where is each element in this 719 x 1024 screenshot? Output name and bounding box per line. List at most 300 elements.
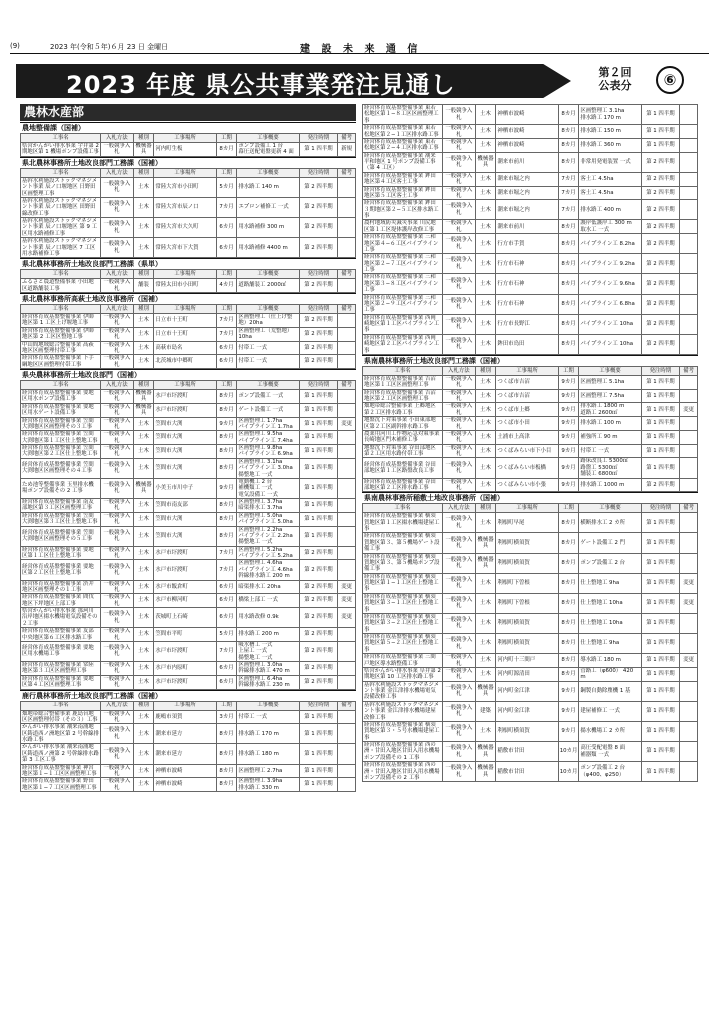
table-cell: 8カ月 (216, 778, 237, 792)
table-cell: 電動機工 2 台 補機類工 一式 電気設備工 一式 (237, 478, 299, 498)
table-cell: 9カ月 (216, 417, 237, 431)
table-cell: パイプライン工 10ha (579, 314, 641, 334)
table-row (363, 152, 698, 172)
table-cell: 仕上整地工 10ha (579, 613, 641, 633)
table-cell: 経営体育成基盤整備事業 西岡崎地区第２工区パイプライン工事 (363, 334, 443, 354)
table-row (363, 478, 698, 492)
table-cell: 行方市石神 (496, 254, 558, 274)
office-heading: 鹿行農林事務所土地改良部門工務課（国補） (20, 690, 356, 701)
table-cell: 7カ月 (216, 641, 237, 661)
table-cell: 区画整理工 1.7ha パイプライン工 1.7ha (237, 417, 299, 431)
table-cell: 9カ月 (558, 478, 579, 492)
left-column (20, 104, 356, 976)
table-cell (338, 238, 356, 258)
table-header-row (21, 270, 356, 279)
table-cell (680, 220, 698, 234)
table-row (21, 218, 356, 238)
table-cell: 常陸大宮市大久町 (154, 218, 216, 238)
table-cell: 常陸太田市小田町 (154, 279, 216, 293)
projects-table (20, 380, 356, 690)
table-cell: 8カ月 (558, 105, 579, 125)
table-cell: 6カ月 (216, 218, 237, 238)
table-cell: 農業用河川工作物応急対策事業 長崎地区門木補修工事 (363, 430, 443, 444)
table-cell: 区画整理工 3.7ha 暗渠排水工 3.7ha (237, 499, 299, 513)
table-cell: 一般競争入札 (443, 742, 476, 762)
table-cell: 経営体育成基盤整備事業 横須賀地区第３、第５機場ポンプ設備工事 (363, 553, 443, 573)
table-cell (338, 177, 356, 197)
table-cell: 経営体育成基盤整備事業 横須賀地区第３−１工区仕上整地工事 (363, 593, 443, 613)
table-row (363, 613, 698, 633)
table-cell: 客土工 4.5ha (579, 172, 641, 186)
table-cell (338, 458, 356, 478)
table-cell: 経営体育成基盤整備事業 野田地区第１−７工区区画整理工事 (21, 778, 101, 792)
table-cell: 一般競争入札 (101, 710, 134, 724)
table-cell: 8カ月 (558, 573, 579, 593)
table-cell: 第 1 四半期 (641, 458, 680, 478)
table-cell: 第 2 四半期 (641, 200, 680, 220)
table-row (363, 200, 698, 220)
table-cell: 経営体育成基盤整備事業 要地区用水機場工事 (21, 641, 101, 661)
table-cell: 第 1 四半期 (641, 513, 680, 533)
table-cell: 第 1 四半期 (299, 499, 338, 513)
table-cell: 水戸市圷渡町 (154, 675, 216, 689)
table-cell: 第 1 四半期 (641, 375, 680, 389)
table-cell (680, 681, 698, 701)
table-cell: 仕上整地工 9ha (579, 573, 641, 593)
column-header: 工事名 (21, 305, 101, 314)
table-cell: 一般競争入札 (101, 143, 134, 157)
table-row (21, 764, 356, 778)
table-cell: 土木 (133, 710, 154, 724)
table-cell: 一般競争入札 (101, 628, 134, 642)
table-cell: 河内町金江津 (496, 681, 558, 701)
table-cell: 基幹水利施設ストックマネジメント事業 金江津排水機場建屋改修工事 (363, 701, 443, 721)
table-cell: 茨城町上石崎 (154, 608, 216, 628)
column-header: 入札方法 (101, 270, 134, 279)
table-cell: 利根町下曽根 (496, 573, 558, 593)
column-header: 工事場所 (154, 168, 216, 177)
table-cell: 経営体育成基盤整備事業 横須賀地区第３、第５機場ゲート設備工事 (363, 533, 443, 553)
table-cell: 排水路工 170 m (237, 724, 299, 744)
table-row (21, 512, 356, 526)
column-header: 工期 (558, 504, 579, 513)
table-cell: 潮来市堀之内 (496, 186, 558, 200)
table-cell: 一般競争入札 (443, 186, 476, 200)
table-cell (338, 341, 356, 355)
table-cell: 6カ月 (216, 341, 237, 355)
table-cell: 変更 (338, 608, 356, 628)
table-cell: 一般競争入札 (443, 634, 476, 654)
table-cell: 第 2 四半期 (299, 641, 338, 661)
table-row (363, 742, 698, 762)
table-cell: 土木 (475, 274, 496, 294)
table-cell: 8カ月 (216, 445, 237, 459)
table-cell: 橋梁上部工 一式 (237, 594, 299, 608)
column-header: 工事名 (21, 168, 101, 177)
table-cell: 8カ月 (558, 667, 579, 681)
table-cell: 8カ月 (558, 220, 579, 234)
table-cell: 土木 (475, 375, 496, 389)
table-cell: 6カ月 (216, 675, 237, 689)
table-cell: 区画整理工 3.1ha 排水路工 170 m (579, 105, 641, 125)
office-heading: 県南農林事務所稲敷土地改良事務所（国補） (362, 492, 698, 503)
table-row (363, 513, 698, 533)
column-header: 工事場所 (154, 134, 216, 143)
table-cell: つくば市吉沼 (496, 389, 558, 403)
table-row (363, 444, 698, 458)
table-cell: 利根町横須賀 (496, 613, 558, 633)
table-cell: 仕上整地工 10ha (579, 593, 641, 613)
table-cell: 一般競争入札 (443, 274, 476, 294)
column-header: 工期 (216, 305, 237, 314)
table-cell: 一般競争入札 (101, 778, 134, 792)
table-cell: 水戸市圷渡町 (154, 403, 216, 417)
table-cell: 北茨城市中郷町 (154, 355, 216, 369)
table-cell (680, 274, 698, 294)
table-cell: 一般競争入札 (101, 314, 134, 328)
column-header: 入札方法 (101, 134, 134, 143)
table-cell: 経営体育成基盤整備事業 笠間大渕地区区画整理その４工事 (21, 458, 101, 478)
column-header: 工事場所 (496, 504, 558, 513)
table-cell: 第 2 四半期 (299, 580, 338, 594)
table-cell: 一般競争入札 (101, 594, 134, 608)
table-cell: 揚水機場工 2 カ所 (579, 721, 641, 741)
table-cell: 土木 (475, 172, 496, 186)
title-banner (16, 62, 706, 100)
table-cell: 第 1 四半期 (299, 744, 338, 764)
table-cell: 区画整理工 9.5ha パイプライン工 7.4ha (237, 431, 299, 445)
table-cell: 高圧受配電盤 8 面 補器類 一式 (579, 742, 641, 762)
table-cell: 第 1 四半期 (299, 143, 338, 157)
table-cell: 県営かんがい排水事業 宇井第 2 期地区第 1 機場ポンプ設備工事 (22, 143, 99, 156)
table-cell: 第 1 四半期 (641, 125, 680, 139)
table-cell: 河内町源清田 (496, 667, 558, 681)
table-cell: 土木 (475, 105, 496, 125)
table-cell: 8カ月 (216, 143, 237, 157)
table-cell: 経営体育成基盤整備事業 要地区用水ゲート設備工事 (21, 403, 101, 417)
table-row (363, 553, 698, 573)
table-cell: 土木 (133, 314, 154, 328)
table-row (363, 389, 698, 403)
table-cell: 神栖市波崎 (496, 138, 558, 152)
table-cell: 9カ月 (558, 444, 579, 458)
table-cell: 付帯工 一式 (237, 710, 299, 724)
table-cell: 一般競争入札 (443, 553, 476, 573)
table-cell: 利根町横須賀 (496, 553, 558, 573)
table-cell: 日立市十王町 (154, 327, 216, 341)
table-cell: 第 2 四半期 (299, 628, 338, 642)
table-cell: 第 2 四半期 (641, 254, 680, 274)
column-header: 備考 (338, 168, 356, 177)
table-cell: 一般競争入札 (443, 681, 476, 701)
table-cell: 9カ月 (558, 681, 579, 701)
table-cell: 経営体育成基盤整備事業 東若松地区第１−８工区区画整理工事 (363, 105, 443, 125)
table-cell: 8カ月 (558, 334, 579, 354)
table-header-row (21, 134, 356, 143)
table-header-row (21, 168, 356, 177)
table-cell: 第 2 四半期 (299, 327, 338, 341)
table-cell: 第 2 四半期 (641, 186, 680, 200)
table-cell: 9カ月 (558, 430, 579, 444)
column-header: 備考 (338, 701, 356, 710)
table-cell: 第 2 四半期 (641, 152, 680, 172)
table-row (363, 721, 698, 741)
table-cell: 日立市十王町 (154, 314, 216, 328)
table-cell: 8カ月 (558, 553, 579, 573)
table-cell: 用水路補修 300 m (237, 218, 299, 238)
page-header (10, 40, 709, 54)
banner-title: 2023 年度 県公共事業発注見通し (66, 71, 456, 99)
table-cell: 一般競争入札 (101, 355, 134, 369)
table-cell: 笠間市大渕 (154, 417, 216, 431)
table-cell: 畑地帯総合整備事業 上郷地区第２工区排水路工事 (363, 403, 443, 417)
table-cell (680, 613, 698, 633)
table-cell: 変更 (338, 417, 356, 431)
table-row (21, 417, 356, 431)
table-cell: 区画整理工 9.8ha パイプライン工 6.9ha (237, 445, 299, 459)
table-cell: 地盤沈下対策事業 小田東部地区第２工区副幹排水路工事 (363, 417, 443, 431)
table-row (363, 573, 698, 593)
table-cell: 8カ月 (558, 634, 579, 654)
projects-table (362, 503, 698, 782)
table-row (21, 499, 356, 513)
table-cell: 利根町横須賀 (496, 721, 558, 741)
table-cell: 土木 (475, 667, 496, 681)
table-cell: 土木 (475, 200, 496, 220)
table-cell: 変更 (680, 403, 698, 417)
table-cell: 経営体育成基盤整備事業 鉾田地区第５工区客土工事 (363, 186, 443, 200)
table-cell: 経営体育成基盤整備事業 伊師地区第 2 工区区整地工事 (21, 327, 101, 341)
table-cell: 土木 (133, 341, 154, 355)
table-cell: 一般競争入札 (443, 478, 476, 492)
table-cell: 一般競争入札 (101, 431, 134, 445)
table-cell: 第 1 四半期 (299, 445, 338, 459)
column-header: 工事場所 (154, 305, 216, 314)
table-cell: 水戸市柳河町 (154, 594, 216, 608)
table-cell: 9カ月 (558, 701, 579, 721)
table-cell: 第 1 四半期 (641, 701, 680, 721)
table-cell (680, 553, 698, 573)
table-cell: 第 1 四半期 (299, 526, 338, 546)
table-cell: 土木 (475, 654, 496, 668)
table-row (363, 314, 698, 334)
table-row (363, 138, 698, 152)
table-cell: 第 2 四半期 (299, 314, 338, 328)
table-cell: 第 1 四半期 (641, 105, 680, 125)
column-header: 工事場所 (154, 270, 216, 279)
table-cell: 第 1 四半期 (641, 430, 680, 444)
table-cell: 一般競争入札 (443, 254, 476, 274)
table-cell: 第 2 四半期 (641, 294, 680, 314)
column-header: 発注時期 (299, 305, 338, 314)
table-cell: 潮来市延方 (154, 724, 216, 744)
table-cell: 笠間市大渕 (154, 458, 216, 478)
table-cell: 土木 (475, 458, 496, 478)
table-cell: 第 1 四半期 (641, 721, 680, 741)
table-cell: 小美玉市川中子 (154, 478, 216, 498)
table-cell: 水戸市圷渡町 (154, 641, 216, 661)
table-cell: 経営体育成基盤整備事業 鉾田３期地区第２−５工区排水路工事 (363, 200, 443, 220)
table-cell (338, 403, 356, 417)
table-cell: 一般競争入札 (101, 526, 134, 546)
table-cell: 8カ月 (558, 254, 579, 274)
table-row (21, 355, 356, 369)
table-cell: 一般競争入札 (101, 662, 134, 676)
table-cell: 土木 (133, 417, 154, 431)
table-cell: 基幹水利施設ストックマネジメント事業 辰ノ口堰地区 田野田線改修工事 (21, 197, 101, 217)
column-header: 種別 (475, 366, 496, 375)
table-row (363, 220, 698, 234)
table-cell: 土木 (475, 513, 496, 533)
table-cell: パイプライン工 6.8ha (579, 294, 641, 314)
table-cell (680, 375, 698, 389)
table-cell: 排水路工 1800 m 道路工 2600㎡ (579, 403, 641, 417)
table-cell: 高萩市島名 (154, 341, 216, 355)
table-cell: 一般競争入札 (101, 478, 134, 498)
table-cell (680, 721, 698, 741)
table-row (363, 417, 698, 431)
table-header-row (363, 366, 698, 375)
table-cell: 区画整理工 2.2ha パイプライン工 2.2ha 揚整地工 一式 (237, 526, 299, 546)
table-cell: 区画整理工 3.9ha 排水路工 330 m (237, 778, 299, 792)
table-cell: 路床改良工 5300㎡ 路盤工 5300㎡ 舗装工 6800㎡ (579, 458, 641, 478)
table-row (363, 701, 698, 721)
table-cell: 8カ月 (558, 274, 579, 294)
column-header: 備考 (338, 305, 356, 314)
table-cell: 一般競争入札 (101, 675, 134, 689)
column-header: 種別 (133, 381, 154, 390)
column-header: 工事概要 (237, 168, 299, 177)
table-cell: 7カ月 (558, 186, 579, 200)
table-cell: 土木 (133, 458, 154, 478)
table-cell: 土木 (133, 499, 154, 513)
table-cell: 土木 (133, 778, 154, 792)
office-heading: 県南農林事務所土地改良部門工務課（国補） (362, 355, 698, 366)
table-cell: 一般競争入札 (443, 573, 476, 593)
table-cell: 経営体育成基盤整備事業 谷田部地区第２工区排水路工事 (363, 478, 443, 492)
table-cell: 8カ月 (216, 526, 237, 546)
table-row (21, 327, 356, 341)
office-heading: 県北農林事務所高萩土地改良事務所（国補） (20, 293, 356, 304)
table-cell (680, 417, 698, 431)
table-cell: 土木 (475, 389, 496, 403)
table-cell: 第 1 四半期 (641, 742, 680, 762)
table-row (21, 458, 356, 478)
table-cell: 用水路改修 0.9k (237, 608, 299, 628)
table-row (363, 681, 698, 701)
table-row (21, 580, 356, 594)
table-cell: 笠間市大渕 (154, 526, 216, 546)
table-cell: 8カ月 (216, 764, 237, 778)
table-cell: 経営体育成基盤整備事業 潮来平和地区 1 号ポンプ設備工事（第 4 工区） (363, 152, 443, 172)
table-cell: 第 1 四半期 (299, 403, 338, 417)
table-cell: 経営体育成基盤整備事業 笠間大渕地区第１工区仕上整地工事 (21, 431, 101, 445)
table-cell: 護岸低護岸工 300 m 取水工 一式 (579, 220, 641, 234)
table-cell: 8カ月 (558, 513, 579, 533)
table-cell: 付帯工 一式 (237, 341, 299, 355)
table-cell (680, 478, 698, 492)
table-cell: 河内町生板 (154, 143, 216, 157)
table-cell: 一般競争入札 (443, 513, 476, 533)
table-cell: 経営体育成基盤整備事業 友部中央地区第６工区排水路工事 (21, 628, 101, 642)
table-cell: 10カ月 (558, 742, 579, 762)
table-cell: 区画整理工 2.7ha (237, 764, 299, 778)
table-cell: 経営体育成基盤整備事業 鉾田地区第４工区客土工事 (363, 172, 443, 186)
table-row (363, 403, 698, 417)
table-cell: 稲敷市甘田 (496, 742, 558, 762)
table-cell: 一般競争入札 (443, 701, 476, 721)
table-cell: 一般競争入札 (101, 764, 134, 778)
table-cell: 行方市石神 (496, 274, 558, 294)
table-cell: 第 2 四半期 (641, 478, 680, 492)
table-row (21, 390, 356, 404)
table-cell: 5カ月 (216, 177, 237, 197)
table-cell: 排水路工 200 m (237, 628, 299, 642)
column-header: 工事名 (363, 366, 443, 375)
table-cell: ポンプ設備工 2 台 (579, 553, 641, 573)
table-cell (338, 546, 356, 560)
table-cell: かんがい排水事業 潮来南浦地区鋳道西ノ洲第 2 号幹線排水路第 3 工区工事 (22, 744, 99, 764)
table-cell (338, 744, 356, 764)
table-cell: 経営体育成基盤整備事業 横須賀地区第３・５号水機場建屋工事 (363, 721, 443, 741)
table-cell: 行方市長野江 (496, 314, 558, 334)
table-row (21, 778, 356, 792)
table-cell: 水戸市飯倉町 (154, 580, 216, 594)
table-cell: 第 1 四半期 (299, 512, 338, 526)
table-cell: 用水路補修 4400 m (237, 238, 299, 258)
column-header: 工事概要 (237, 305, 299, 314)
table-row (363, 294, 698, 314)
table-cell: 建築 (475, 701, 496, 721)
table-cell: ポンプ設備工 2 台 （φ400、φ250） (579, 762, 641, 782)
table-cell: 一般競争入札 (101, 390, 134, 404)
table-cell (338, 431, 356, 445)
table-cell: 建屋補修工 一式 (579, 701, 641, 721)
table-cell (680, 105, 698, 125)
table-cell: 利根町横須賀 (496, 634, 558, 654)
table-cell: 一般競争入札 (443, 458, 476, 478)
table-cell: 土木 (475, 254, 496, 274)
table-cell: 8カ月 (216, 512, 237, 526)
table-cell: 土木 (133, 724, 154, 744)
table-cell: 第 1 四半期 (641, 667, 680, 681)
table-cell: 一般競争入札 (443, 654, 476, 668)
table-cell: 第 1 四半期 (641, 553, 680, 573)
column-header: 備考 (338, 134, 356, 143)
table-cell: 7カ月 (216, 314, 237, 328)
table-cell (680, 742, 698, 762)
table-cell: 8カ月 (558, 533, 579, 553)
column-header: 工事概要 (579, 504, 641, 513)
table-cell: つくばみらい市小張 (496, 478, 558, 492)
table-cell (680, 200, 698, 220)
table-cell: 第 2 四半期 (299, 560, 338, 580)
table-row (21, 662, 356, 676)
table-cell: 10カ月 (558, 762, 579, 782)
table-cell: 機械器具 (475, 742, 496, 762)
table-cell: 第 1 四半期 (641, 403, 680, 417)
column-header: 種別 (475, 504, 496, 513)
table-cell: 一般競争入札 (443, 389, 476, 403)
table-cell (338, 512, 356, 526)
table-cell: 一般競争入札 (443, 105, 476, 125)
issue-date: 2023 年(令和５年)６月 23 日 金曜日 (50, 43, 169, 51)
table-cell: 9カ月 (558, 403, 579, 417)
table-cell: 潮来市堀之内 (496, 200, 558, 220)
table-cell: 土木 (475, 444, 496, 458)
table-cell: 一般競争入札 (101, 403, 134, 417)
table-cell: 第 2 四半期 (299, 238, 338, 258)
